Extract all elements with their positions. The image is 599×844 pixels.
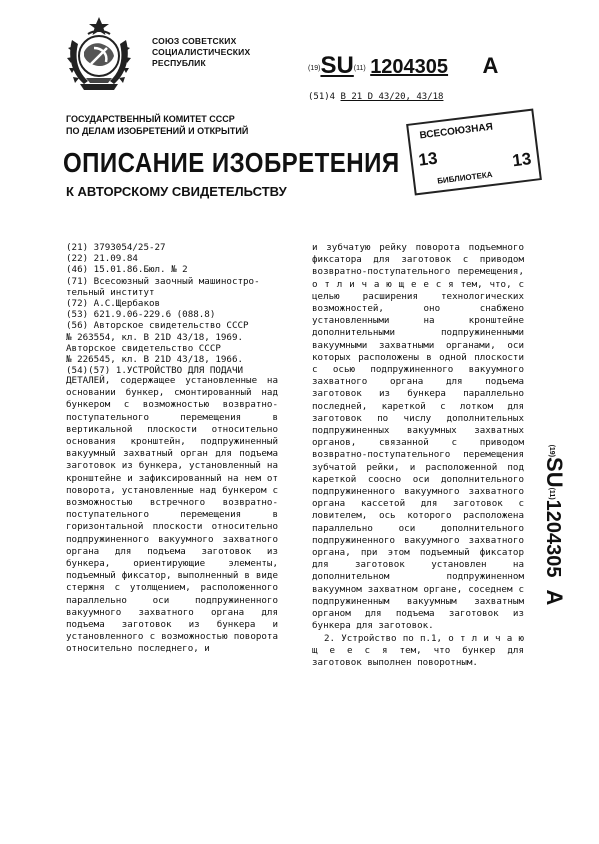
biblio-row: (46) 15.01.86.Бюл. № 2 [66,264,188,276]
side-country-num: (19) [548,444,555,458]
state-name [152,36,250,69]
state-line: СОЮЗ СОВЕТСКИХ [152,36,237,46]
stamp-line: ВСЕСОЮЗНАЯ [418,121,494,142]
biblio-row: (53) 621.9.06-229.6 (088.8) [66,309,216,321]
ussr-emblem [58,14,140,96]
claims-right-column [312,242,524,669]
claim-text: 2. Устройство по п.1, о т л и ч а ю щ е е с я тем, что бункер для заготовок выполнен поворотным. [312,632,524,668]
side-doc-num-code: (11) [548,487,555,500]
library-stamp [406,108,542,195]
patent-number: 1204305 [370,56,449,78]
biblio-row: (72) А.С.Щербаков [66,298,161,310]
side-patent-label [534,395,574,655]
biblio-row: (22) 21.09.84 [66,253,138,265]
document-subtitle: К АВТОРСКОМУ СВИДЕТЕЛЬСТВУ [66,184,287,199]
stamp-line: 13 [417,148,439,170]
ipc-num: (51)4 [308,92,336,102]
stamp-line: БИБЛИОТЕКА [436,169,493,186]
ipc-classification [308,92,443,102]
biblio-row: Авторское свидетельство СССР [66,342,221,354]
biblio-row: (56) Авторское свидетельство СССР [66,320,249,332]
committee [66,113,248,137]
biblio-row: (21) 3793054/25-27 [66,242,166,253]
committee-line: ГОСУДАРСТВЕННЫЙ КОМИТЕТ СССР [66,114,235,124]
claim-text: ДЕТАЛЕЙ, содержащее установленные на основании бункер, смонтированный над бункером с возможностью возвратно-поступательного перемещения в вертикальной плоскости относительно основания кронштейн, подпружиненный вакуумный захватный орган для подъема заготовок из бункера, установленный на кронштейне и зафиксированный на нем от поворота, установленные над бункером с возможностью встречного возвратно-поступательного перемещения в горизонтальной плоскости относительно подпружиненного вакуумного захватного органа для подъема заготовок из бункера, ориентирующие элементы, подъемный фиксатор, выполненный в виде стержня с утолщением, расположенного параллельно оси подпружиненного вакуумного захватного органа для подъема заготовок из бункера и установленного с возможностью поворота относительно последнего, и [66,375,278,655]
stamp-line: 13 [511,149,533,171]
committee-line: ПО ДЕЛАМ ИЗОБРЕТЕНИЙ И ОТКРЫТИЙ [66,126,249,136]
kind-code: A [482,53,499,78]
state-line: РЕСПУБЛИК [152,58,206,68]
biblio-row: № 263554, кл. В 21D 43/18, 1969. [66,331,244,343]
state-line: СОЦИАЛИСТИЧЕСКИХ [152,47,251,57]
claim-text: и зубчатую рейку поворота подъемного фиксатора для заготовок с приводом возвратно-поступательного перемещения, о т л и ч а ю щ е е с я тем, что, с целью расширения технологических возможностей, оно снабжено установленными на кронштейне дополнительными подпружиненными вакуумными захватными органами, оси которых расположены в одной плоскости с осью подпружиненного вакуумного захватного органа для подъема заготовок из бункера параллельно последней, кареткой с лотком для заготовок по числу дополнительных подпружиненных вакуумных захватных органов, связанной с приводом возвратно-поступательного перемещения зубчатой рейки, и расположенной под кареткой соосно оси дополнительного подпружиненного вакуумного захватного органа кассетой для заготовок с ловителем, ось которого расположена параллельно оси дополнительного подпружиненного вакуумного захватного органа, при этом подъемный фиксатор для заготовок установлен на дополнительном подпружиненном вакуумном захватном органе, соседнем с подпружиненным вакуумным захватным органом для подъема заготовок из бункера для заготовок. [312,242,524,632]
side-kind: A [542,589,567,606]
biblio-row: № 226545, кл. В 21D 43/18, 1966. [66,354,244,366]
country-num: (19) [308,65,321,72]
doc-num-code: (11) [353,65,366,72]
patent-number-header [308,52,498,80]
claims-left-column [66,375,278,656]
side-number: 1204305 [542,499,564,578]
country-code: SU [320,52,354,79]
biblio-row: (71) Всесоюзный заочный машиностро- [66,275,260,287]
document-title: ОПИСАНИЕ ИЗОБРЕТЕНИЯ [63,147,400,178]
bibliographic-data [66,242,274,376]
biblio-row: тельный институт [66,286,155,298]
side-country-code: SU [542,457,567,488]
ipc-code: В 21 D 43/20, 43/18 [340,92,444,102]
biblio-row: (54)(57) 1.УСТРОЙСТВО ДЛЯ ПОДАЧИ [66,365,244,377]
